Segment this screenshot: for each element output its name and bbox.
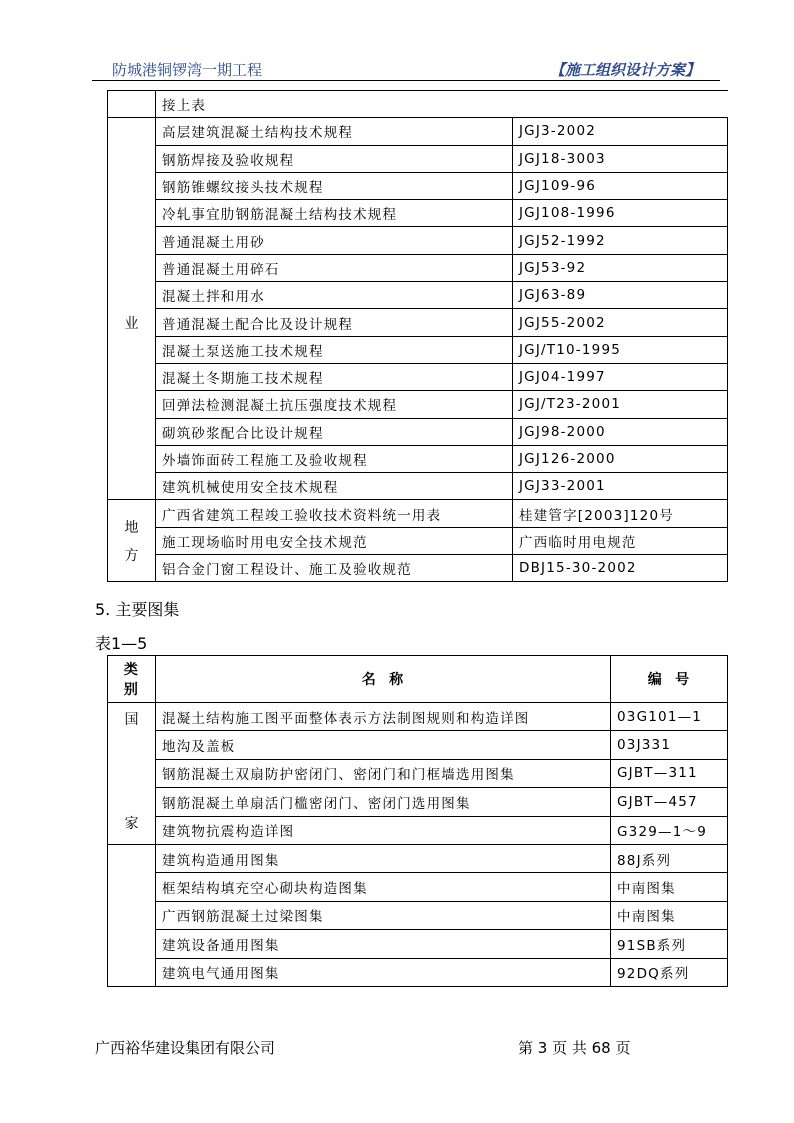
header-code: 编 号 (611, 656, 728, 703)
standard-name: 地沟及盖板 (156, 731, 611, 759)
standard-name: 外墙饰面砖工程施工及验收规程 (156, 445, 513, 472)
table-row (108, 172, 728, 199)
standard-name: 建筑构造通用图集 (156, 844, 611, 872)
table-row (108, 336, 728, 363)
table-row (108, 254, 728, 281)
standard-code: 92DQ系列 (611, 958, 728, 986)
standard-name: 混凝土泵送施工技术规程 (156, 336, 513, 363)
category-label-top: 地 (124, 519, 139, 536)
standard-code: 桂建管字[2003]120号 (513, 500, 728, 527)
table-row (108, 309, 728, 336)
standard-name: 铝合金门窗工程设计、施工及验收规范 (156, 555, 513, 582)
header-category (108, 656, 156, 703)
standard-code: 03G101—1 (611, 703, 728, 731)
header-project-title: 防城港铜锣湾一期工程 (112, 61, 263, 79)
table-row (108, 363, 728, 390)
standard-name: 高层建筑混凝土结构技术规程 (156, 118, 513, 145)
standard-code: JGJ109-96 (513, 172, 728, 199)
standard-code: JGJ53-92 (513, 254, 728, 281)
category-cell (108, 91, 156, 118)
standard-code: JGJ108-1996 (513, 200, 728, 227)
category-cell (108, 703, 156, 845)
standard-code: GJBT—457 (611, 788, 728, 816)
table-row (108, 958, 728, 986)
table-row (108, 930, 728, 958)
table-row (108, 118, 728, 145)
standard-name: 建筑机械使用安全技术规程 (156, 473, 513, 500)
standard-code: JGJ126-2000 (513, 445, 728, 472)
standard-name: 回弹法检测混凝土抗压强度技术规程 (156, 391, 513, 418)
footer-page-number: 第 3 页 共 68 页 (518, 1039, 631, 1057)
table-header-row (108, 656, 728, 703)
standard-code: 广西临时用电规范 (513, 527, 728, 554)
table-row (108, 227, 728, 254)
standard-name: 建筑电气通用图集 (156, 958, 611, 986)
standard-name: 砌筑砂浆配合比设计规程 (156, 418, 513, 445)
standard-name: 混凝土结构施工图平面整体表示方法制图规则和构造详图 (156, 703, 611, 731)
table-row (108, 282, 728, 309)
standard-code: JGJ18-3003 (513, 145, 728, 172)
standard-name: 广西钢筋混凝土过梁图集 (156, 901, 611, 929)
category-label: 业 (124, 315, 139, 332)
standard-name: 施工现场临时用电安全技术规范 (156, 527, 513, 554)
header-category-bottom: 别 (123, 682, 140, 698)
standard-code: 中南图集 (611, 873, 728, 901)
standard-code: GJBT—311 (611, 759, 728, 787)
standard-code: JGJ/T10-1995 (513, 336, 728, 363)
category-cell (108, 500, 156, 582)
atlas-table (107, 655, 728, 987)
table-row (108, 500, 728, 527)
table-row (108, 91, 728, 118)
standard-code: JGJ55-2002 (513, 309, 728, 336)
standard-code: JGJ98-2000 (513, 418, 728, 445)
standard-name: 钢筋焊接及验收规程 (156, 145, 513, 172)
table-row (108, 200, 728, 227)
table-row (108, 527, 728, 554)
footer-company: 广西裕华建设集团有限公司 (95, 1039, 276, 1057)
table-caption: 表1—5 (95, 634, 148, 653)
standard-code: JGJ63-89 (513, 282, 728, 309)
table-row (108, 788, 728, 816)
table-row (108, 418, 728, 445)
standard-name: 冷轧事宜肋钢筋混凝土结构技术规程 (156, 200, 513, 227)
table-row (108, 759, 728, 787)
standard-name: 普通混凝土用碎石 (156, 254, 513, 281)
standard-code: 88J系列 (611, 844, 728, 872)
standard-code: G329—1～9 (611, 816, 728, 844)
table-row (108, 145, 728, 172)
header-name: 名 称 (156, 656, 611, 703)
header-divider (92, 80, 720, 81)
table-row (108, 731, 728, 759)
table-row (108, 555, 728, 582)
header-category-top: 类 (123, 662, 140, 678)
standard-name: 钢筋锥螺纹接头技术规程 (156, 172, 513, 199)
table-row (108, 873, 728, 901)
standard-name: 建筑设备通用图集 (156, 930, 611, 958)
standard-name: 钢筋混凝土单扇活门槛密闭门、密闭门选用图集 (156, 788, 611, 816)
standard-code: 91SB系列 (611, 930, 728, 958)
standard-code: JGJ/T23-2001 (513, 391, 728, 418)
table-row (108, 901, 728, 929)
standards-table (107, 90, 728, 582)
standard-name: 广西省建筑工程竣工验收技术资料统一用表 (156, 500, 513, 527)
category-label-bottom: 家 (124, 816, 139, 832)
table-row (108, 473, 728, 500)
category-cell (108, 844, 156, 986)
table-row (108, 445, 728, 472)
section-title: 5. 主要图集 (95, 600, 180, 619)
standard-name: 混凝土拌和用水 (156, 282, 513, 309)
category-label-bottom: 方 (124, 547, 139, 564)
continued-label: 接上表 (156, 91, 728, 118)
standard-code: 中南图集 (611, 901, 728, 929)
standard-name: 普通混凝土配合比及设计规程 (156, 309, 513, 336)
standard-code: JGJ04-1997 (513, 363, 728, 390)
standard-code: JGJ52-1992 (513, 227, 728, 254)
category-label-top: 国 (124, 712, 139, 728)
table-row (108, 816, 728, 844)
standard-name: 框架结构填充空心砌块构造图集 (156, 873, 611, 901)
table-row (108, 391, 728, 418)
standard-name: 建筑物抗震构造详图 (156, 816, 611, 844)
standard-code: 03J331 (611, 731, 728, 759)
table-row (108, 844, 728, 872)
header-document-type: 【施工组织设计方案】 (549, 61, 700, 79)
standard-code: JGJ3-2002 (513, 118, 728, 145)
category-cell (108, 118, 156, 500)
standard-code: DBJ15-30-2002 (513, 555, 728, 582)
standard-name: 混凝土冬期施工技术规程 (156, 363, 513, 390)
table-row (108, 703, 728, 731)
standard-name: 钢筋混凝土双扇防护密闭门、密闭门和门框墙选用图集 (156, 759, 611, 787)
standard-code: JGJ33-2001 (513, 473, 728, 500)
standard-name: 普通混凝土用砂 (156, 227, 513, 254)
